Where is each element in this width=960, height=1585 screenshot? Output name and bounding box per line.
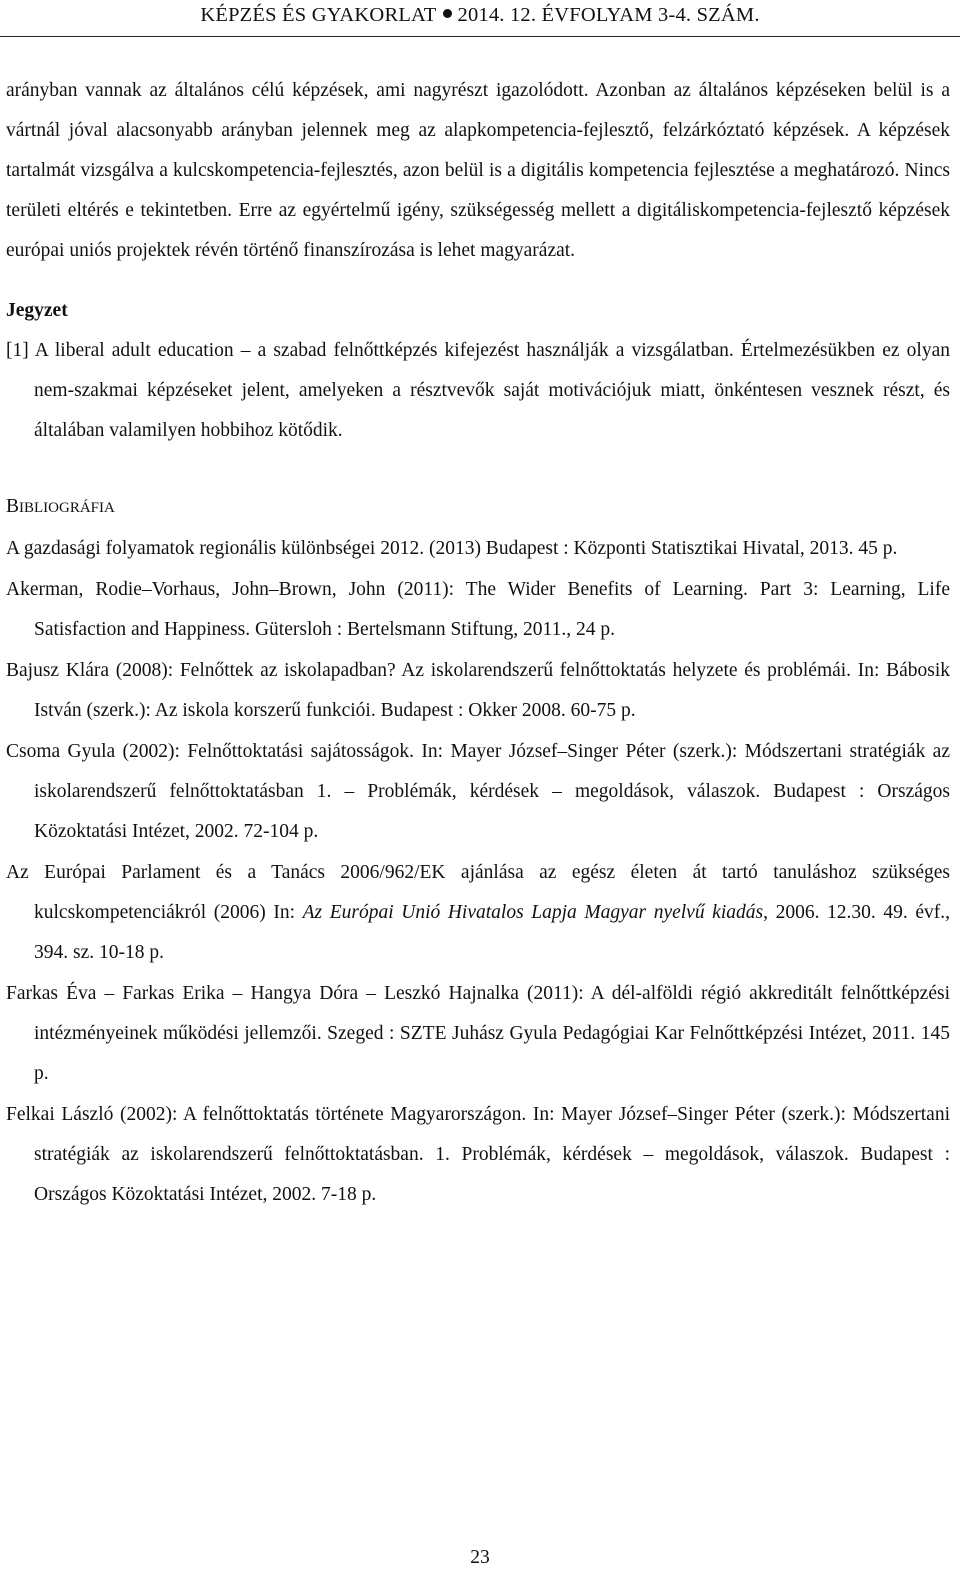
bibliography-entry-journal: Az Európai Unió Hivatalos Lapja Magyar nyelvű kiadás (302, 902, 764, 923)
header-journal-title: KÉPZÉS ÉS GYAKORLAT (200, 4, 437, 26)
page-content (6, 71, 950, 1215)
bibliography-heading-rest: IBLIOGRÁFIA (19, 500, 115, 516)
bibliography-entry-text: , 2006. 12.30. 49. évf., 394. sz. 10-18 p. (34, 902, 950, 963)
page-number: 23 (470, 1547, 490, 1568)
notes-heading: Jegyzet (6, 300, 68, 321)
bibliography-entry: Akerman, Rodie–Vorhaus, John–Brown, John (2011): The Wider Benefits of Learning. Part 3: Learning, Life Satisfaction and Happiness. Gütersloh : Bertelsmann Stiftung, 2011., 24 p. (6, 579, 950, 640)
bibliography-entry: Bajusz Klára (2008): Felnőttek az iskolapadban? Az iskolarendszerű felnőttoktatás helyzete és problémái. In: Bábosik István (szerk.): Az iskola korszerű funkciói. Budapest : Okker 2008. 60-75 p. (6, 660, 950, 721)
bibliography-heading (6, 487, 950, 528)
bibliography-entry: A gazdasági folyamatok regionális különbségei 2012. (2013) Budapest : Központi Statisztikai Hivatal, 2013. 45 p. (6, 538, 898, 559)
bibliography-entry: Farkas Éva – Farkas Erika – Hangya Dóra – Leszkó Hajnalka (2011): A dél-alföldi régió akkreditált felnőttképzési intézményeinek működési jellemzői. Szeged : SZTE Juhász Gyula Pedagógiai Kar Felnőttképzési Intézet, 2011. 145 p. (6, 983, 950, 1084)
bibliography-entry: Felkai László (2002): A felnőttoktatás története Magyarországon. In: Mayer József–Singer Péter (szerk.): Módszertani stratégiák az iskolarendszerű felnőttoktatásban. 1. Problémák, kérdések – megoldások, válaszok. Budapest : Országos Közoktatási Intézet, 2002. 7-18 p. (6, 1104, 950, 1205)
body-paragraph: arányban vannak az általános célú képzések, ami nagyrészt igazolódott. Azonban az általános képzéseken belül is a vártnál jóval alacsonyabb arányban jelennek meg az alapkompetencia-fejlesztő, felzárkóztató képzések. A képzések tartalmát vizsgálva a kulcskompetencia-fejlesztés, azon belül is a digitális kompetencia fejlesztése a meghatározó. Nincs területi eltérés e tekintetben. Erre az egyértelmű igény, szükségesség mellett a digitáliskompetencia-fejlesztő képzések európai uniós projektek révén történő finanszírozása is lehet magyarázat. (6, 80, 950, 261)
header-issue-info: 2014. 12. ÉVFOLYAM 3-4. SZÁM. (457, 4, 760, 26)
bibliography-entry-text: Az Európai Parlament és a Tanács 2006/962/EK ajánlása az egész életen át tartó tanuláshoz szükséges kulcskompetenciákról (2006) In: (6, 862, 950, 923)
running-header (0, 4, 960, 34)
bibliography-entry (6, 853, 950, 973)
header-divider (0, 36, 960, 37)
note-item: [1] A liberal adult education – a szabad felnőttképzés kifejezést használják a vizsgálatban. Értelmezésükben ez olyan nem-szakmai képzéseket jelent, amelyeken a résztvevők saját motivációjuk miatt, önkéntesen vesznek részt, és általában valamilyen hobbihoz kötődik. (6, 340, 950, 441)
bibliography-entry: Csoma Gyula (2002): Felnőttoktatási sajátosságok. In: Mayer József–Singer Péter (szerk.): Módszertani stratégiák az iskolarendszerű felnőttoktatásban 1. – Problémák, kérdések – megoldások, válaszok. Budapest : Országos Közoktatási Intézet, 2002. 72-104 p. (6, 741, 950, 842)
bibliography-heading-initial: B (6, 496, 20, 517)
bullet-separator-icon (443, 9, 452, 18)
